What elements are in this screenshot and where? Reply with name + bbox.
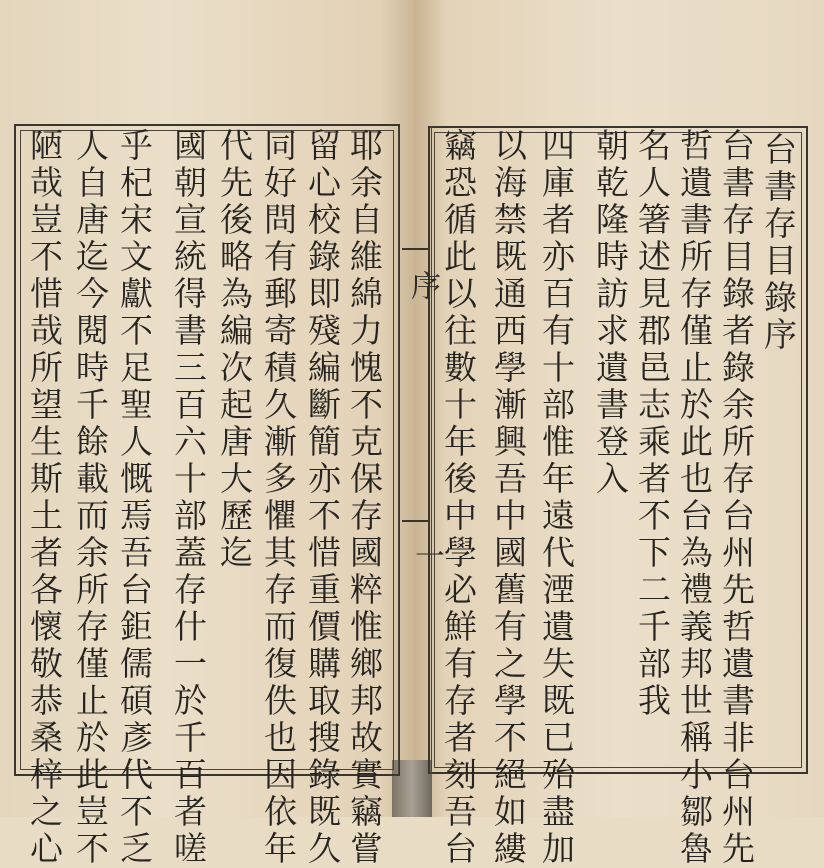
right-column-8: 竊恐循此以往數十年後中學必鮮有存者刻吾台 bbox=[439, 128, 478, 868]
left-column-2: 留心校錄即殘編斷簡亦不惜重價購取搜錄既久 bbox=[303, 128, 342, 868]
right-column-4: 名人箸述見郡邑志乘者不下二千部我 bbox=[633, 128, 672, 720]
left-column-1: 耶余自維綿力愧不克保存國粹惟鄉邦故實竊嘗 bbox=[345, 128, 384, 868]
right-column-2: 台書存目錄者錄余所存台州先哲遺書非台州先 bbox=[717, 128, 756, 868]
right-column-7: 以海禁既通西學漸興吾中國舊有之學不絕如縷 bbox=[489, 128, 528, 868]
left-column-7: 人自唐迄今閱時千餘載而余所存僅止於此豈不 bbox=[71, 128, 110, 868]
left-column-4: 代先後略為編次起唐大歷迄 bbox=[215, 128, 254, 572]
right-column-1-title: 台書存目錄序 bbox=[759, 132, 798, 354]
left-column-5: 國朝宣統得書三百六十部蓋存什一於千百者嗟 bbox=[169, 128, 208, 868]
left-column-6: 乎杞宋文獻不足聖人慨焉吾台鉅儒碩彥代不乏 bbox=[115, 128, 154, 868]
left-column-3: 同好問有郵寄積久漸多懼其存而復佚也因依年 bbox=[259, 128, 298, 868]
fishtail-mark-top bbox=[402, 248, 428, 250]
fold-label: 序 bbox=[405, 270, 440, 300]
left-column-8: 陋哉豈不惜哉所望生斯土者各懷敬恭桑梓之心 bbox=[25, 128, 64, 868]
fold-page-number: 一 bbox=[409, 540, 444, 570]
right-column-3: 哲遺書所存僅止於此也台為禮義邦世稱小鄒魯 bbox=[675, 128, 714, 868]
right-column-6: 四庫者亦百有十部惟年遠代湮遺失既已殆盡加 bbox=[537, 128, 576, 868]
fold-center-strip bbox=[398, 126, 432, 774]
fishtail-mark-bottom bbox=[402, 520, 428, 522]
right-column-5: 朝乾隆時訪求遺書登入 bbox=[591, 128, 630, 498]
